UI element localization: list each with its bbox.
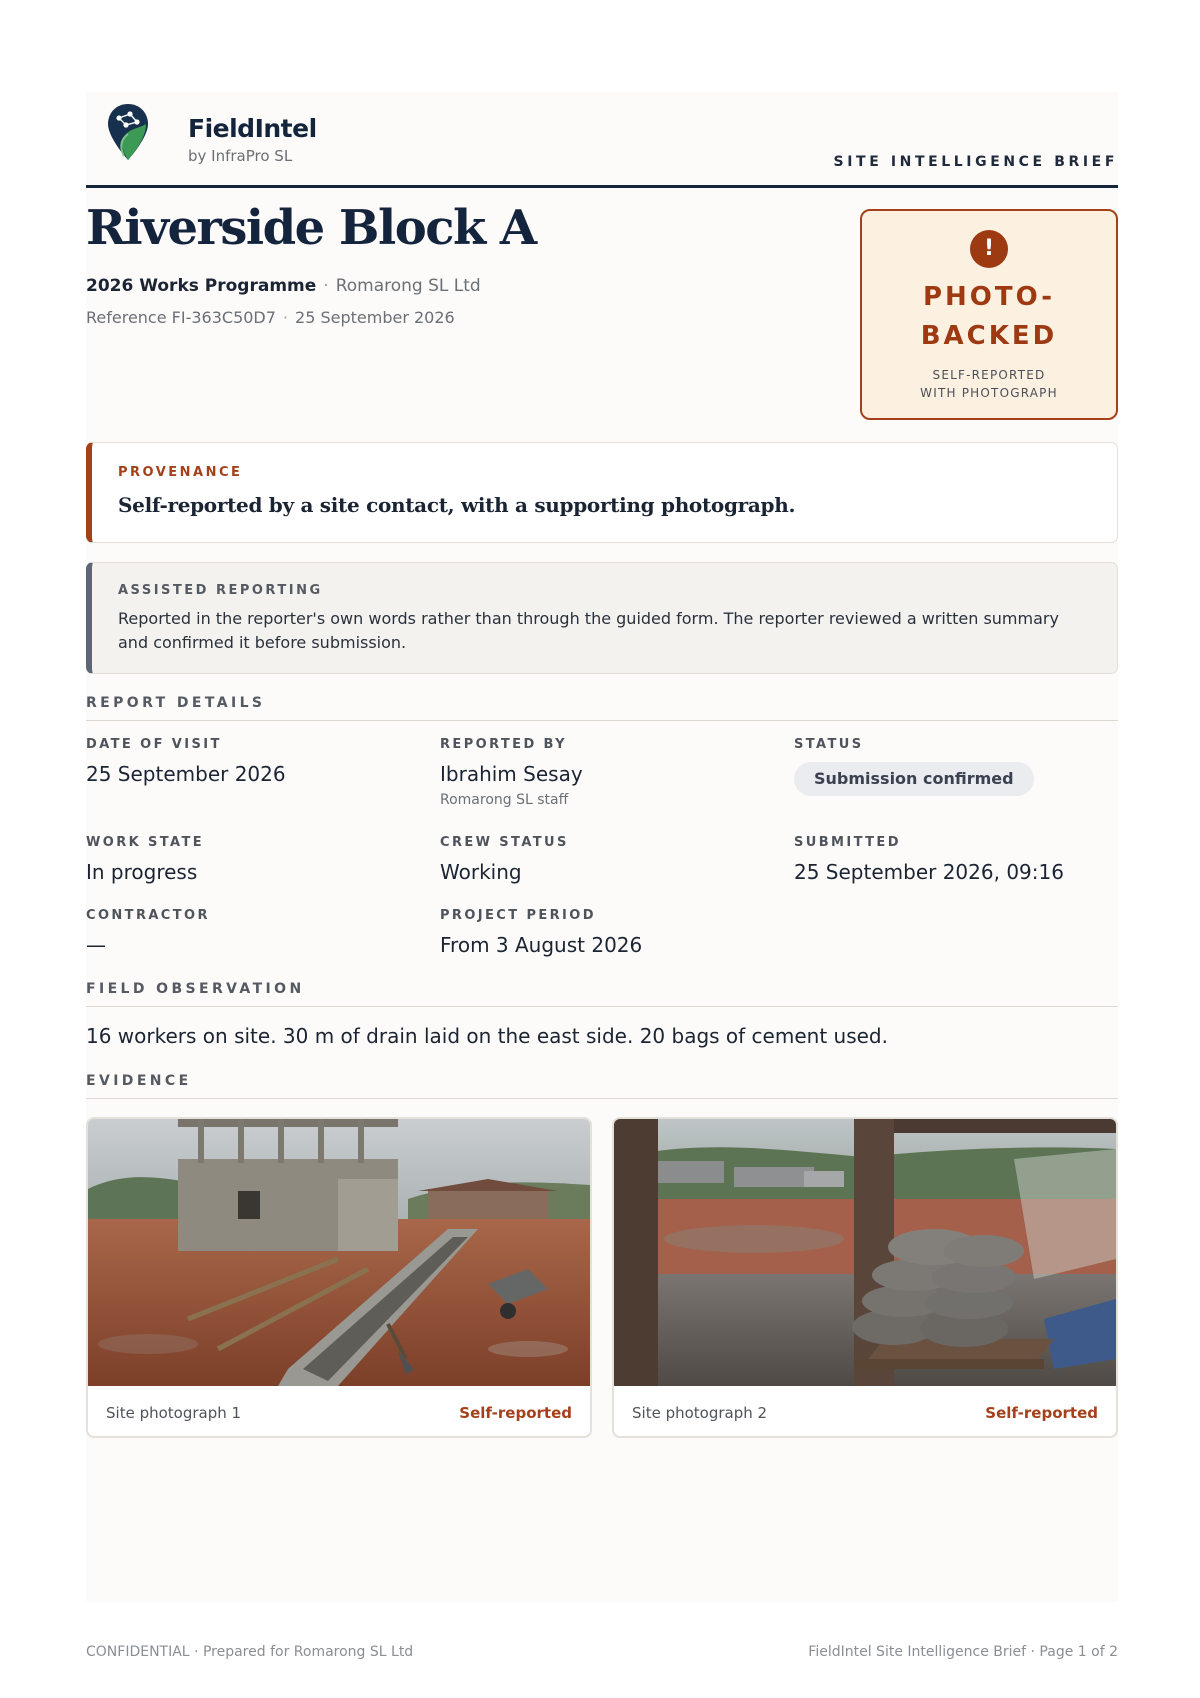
brand <box>106 102 317 165</box>
site-photo-2[interactable] <box>614 1119 1116 1386</box>
header-rule <box>86 185 1118 188</box>
field-label: STATUS <box>794 737 864 752</box>
badge-subtitle <box>862 366 1116 402</box>
field-label: SUBMITTED <box>794 835 901 850</box>
assisted-reporting-text: Reported in the reporter's own words rather than through the guided form. The reporter reviewed a written summary and confirmed it before submission. <box>118 609 1059 652</box>
field-note: Romarong SL staff <box>440 792 569 808</box>
photo-source-tag: Self-reported <box>459 1404 572 1422</box>
field-label: REPORTED BY <box>440 737 567 752</box>
field-label: DATE OF VISIT <box>86 737 222 752</box>
field-project-period <box>440 908 642 957</box>
separator-dot: · <box>282 308 289 327</box>
field-crew-status <box>440 835 569 884</box>
site-photo-1[interactable] <box>88 1119 590 1386</box>
field-label: CREW STATUS <box>440 835 569 850</box>
field-contractor <box>86 908 210 957</box>
field-label: CONTRACTOR <box>86 908 210 923</box>
company-name: Romarong SL Ltd <box>335 276 481 296</box>
field-reported-by <box>440 737 583 808</box>
section-divider <box>86 720 1118 721</box>
field-value: From 3 August 2026 <box>440 933 643 957</box>
field-status <box>794 737 1034 796</box>
field-value: Working <box>440 860 522 884</box>
field-value: In progress <box>86 860 198 884</box>
provenance-callout <box>86 442 1118 543</box>
field-label: WORK STATE <box>86 835 205 850</box>
photo-source-tag: Self-reported <box>985 1404 1098 1422</box>
field-date-of-visit <box>86 737 286 786</box>
field-submitted <box>794 835 1064 884</box>
page-title: Riverside Block A <box>86 200 536 256</box>
photo-card-2[interactable] <box>612 1117 1118 1438</box>
section-divider <box>86 1098 1118 1099</box>
footer-page-info: FieldIntel Site Intelligence Brief · Page 1 of 2 <box>808 1644 1118 1660</box>
photo-caption: Site photograph 2 <box>632 1404 768 1422</box>
badge-title <box>862 278 1116 356</box>
report-date: 25 September 2026 <box>295 308 455 327</box>
status-badge: Submission confirmed <box>794 762 1034 796</box>
field-observation-heading: FIELD OBSERVATION <box>86 981 305 997</box>
section-divider <box>86 1006 1118 1007</box>
field-value: 25 September 2026, 09:16 <box>794 860 1064 884</box>
separator-dot: · <box>323 276 329 296</box>
photo-backed-badge <box>860 209 1118 420</box>
report-page <box>86 92 1118 1602</box>
reference-id: Reference FI-363C50D7 <box>86 308 276 327</box>
brand-subtitle: by InfraPro SL <box>188 147 293 165</box>
badge-sub-line2: WITH PHOTOGRAPH <box>920 386 1058 400</box>
assisted-reporting-callout <box>86 562 1118 674</box>
provenance-label: PROVENANCE <box>118 465 243 480</box>
field-value: 25 September 2026 <box>86 762 286 786</box>
report-details-heading: REPORT DETAILS <box>86 695 266 711</box>
fieldintel-logo-icon <box>106 102 150 164</box>
document-type-label: SITE INTELLIGENCE BRIEF <box>833 154 1118 170</box>
reference-line <box>86 308 455 327</box>
badge-sub-line1: SELF-REPORTED <box>932 368 1046 382</box>
assisted-reporting-label: ASSISTED REPORTING <box>118 583 323 598</box>
field-work-state <box>86 835 204 884</box>
evidence-heading: EVIDENCE <box>86 1073 192 1089</box>
observation-text: 16 workers on site. 30 m of drain laid on the east side. 20 bags of cement used. <box>86 1024 888 1048</box>
programme-name: 2026 Works Programme <box>86 276 317 296</box>
badge-title-line2: BACKED <box>920 321 1058 351</box>
photo-caption: Site photograph 1 <box>106 1404 242 1422</box>
programme-line <box>86 276 481 296</box>
provenance-text: Self-reported by a site contact, with a supporting photograph. <box>118 493 796 517</box>
field-label: PROJECT PERIOD <box>440 908 596 923</box>
badge-title-line1: PHOTO- <box>922 282 1056 312</box>
footer-confidential: CONFIDENTIAL · Prepared for Romarong SL Ltd <box>86 1644 414 1660</box>
brand-name: FieldIntel <box>188 114 317 143</box>
alert-icon: ! <box>970 230 1008 268</box>
photo-card-1[interactable] <box>86 1117 592 1438</box>
field-value: Ibrahim Sesay <box>440 762 583 786</box>
field-value: — <box>86 933 106 957</box>
